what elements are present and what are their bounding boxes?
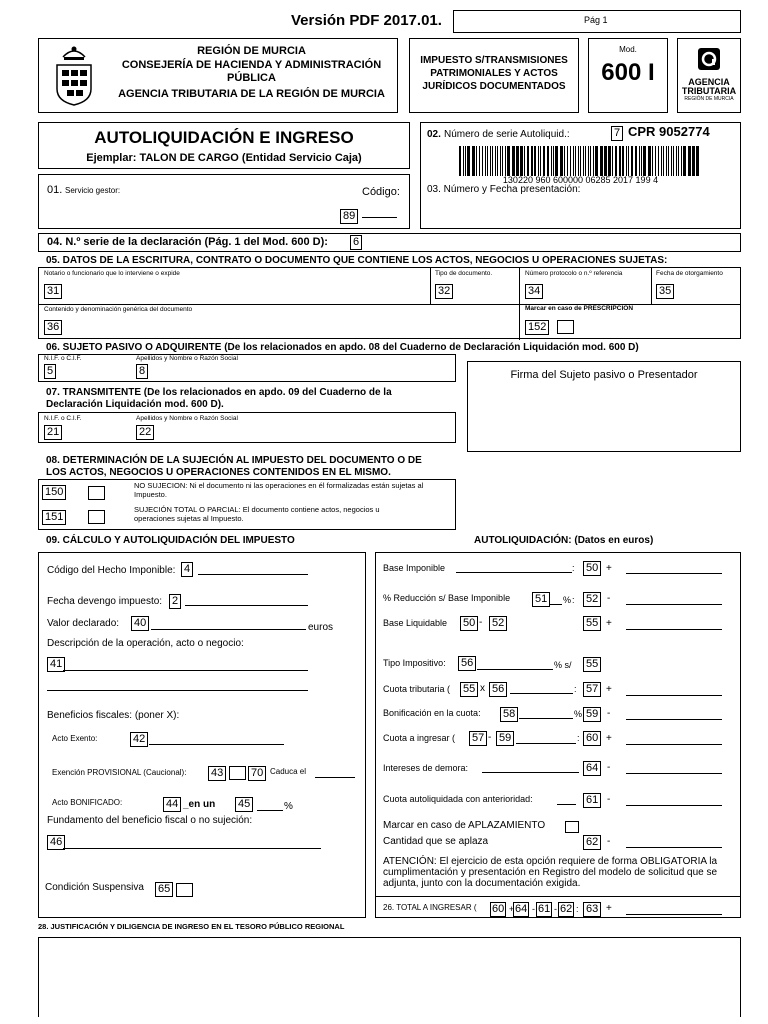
serial-label-num: 02.: [427, 129, 441, 140]
s05-tipo-label: Tipo de documento.: [435, 270, 493, 277]
s05-fecha-label: Fecha de otorgamiento: [656, 270, 723, 277]
bonificacion-cuota-label: Bonificación en la cuota:: [383, 708, 481, 718]
field-55-a[interactable]: 55: [583, 616, 601, 631]
field-55-b[interactable]: 55: [583, 657, 601, 672]
field-22[interactable]: 22: [136, 425, 154, 440]
region-coat-of-arms-icon: [49, 43, 99, 109]
s05-prescripcion-label: Marcar en caso de PRESCRIPCIÓN: [525, 305, 634, 312]
s06-title: 06. SUJETO PASIVO O ADQUIRENTE (De los relacionados en apdo. 08 del Cuaderno de Declaración Liquidación mod. 600 D): [46, 342, 639, 353]
model-label: Mod.: [619, 45, 637, 54]
condicion-label: Condición Suspensiva: [45, 882, 144, 893]
field-57[interactable]: 57: [583, 682, 601, 697]
field-152[interactable]: 152: [525, 320, 549, 335]
field-62[interactable]: 62: [583, 835, 601, 850]
tipo-impositivo-label: Tipo Impositivo:: [383, 658, 446, 668]
bonificado-label: Acto BONIFICADO:: [52, 798, 123, 807]
field-43[interactable]: 43: [208, 766, 226, 781]
field-52[interactable]: 52: [583, 592, 601, 607]
field-60-t[interactable]: 60: [492, 903, 505, 915]
gestor-code-line: [362, 217, 397, 218]
agency-line-1: AGENCIA: [688, 77, 730, 87]
fundamento-label: Fundamento del beneficio fiscal o no sujeción:: [47, 815, 253, 826]
s08-title-1: 08. DETERMINACIÓN DE LA SUJECIÓN AL IMPUESTO DEL DOCUMENTO O DE: [46, 455, 422, 466]
tax-line-1: IMPUESTO S/TRANSMISIONES: [420, 55, 568, 66]
tax-line-3: JURÍDICOS DOCUMENTADOS: [422, 81, 566, 92]
serial-box: [420, 122, 741, 229]
s07-title-2: Declaración Liquidación mod. 600 D).: [46, 399, 224, 410]
s06-nif-label: N.I.F. o C.I.F.: [44, 355, 82, 362]
version-label: Versión PDF 2017.01.: [291, 12, 442, 29]
en-un-label: _en un: [183, 799, 216, 810]
field-57-b[interactable]: 57: [469, 731, 487, 746]
section-09-right: Base Imponible : 50 + % Reducción s/ Base Imponible 51 % : 52 - Base Liquidable 50 - 52 55 + Tipo Impositivo: 56 % s/ 55 Cuota tributaria ( 55 x 56 : 57 + Bonificación en la cuota: 58 % 59 - Cuota a ingresar ( 57 - 59 : 60 + Intereses de demora: 64 - Cuota autoliquidada con anterioridad: 61 - Marcar en caso de APLAZAMIENTO Cantidad que se aplaza 62 - ATENCIÓN: El ejercicio de esta opción requiere de forma OBLIGATORIA la cumplimentación y presentación en Registro del modelo de solicitud que se adjunta, junto con la documentación exigida. 26. TOTAL A INGRESAR ( 60 + 64 - 61 - 62 : 63 +: [375, 552, 741, 918]
s07-title-1: 07. TRANSMITENTE (De los relacionados en apdo. 09 del Cuaderno de la: [46, 387, 392, 398]
model-box: [588, 38, 668, 113]
field-31[interactable]: 31: [44, 284, 62, 299]
page-title: AUTOLIQUIDACIÓN E INGRESO: [94, 128, 354, 147]
aplazamiento-checkbox[interactable]: [565, 821, 579, 833]
total-label: 26. TOTAL A INGRESAR (: [383, 903, 477, 912]
s07-nif-label: N.I.F. o C.I.F.: [44, 415, 82, 422]
firma-label: Firma del Sujeto pasivo o Presentador: [510, 369, 698, 381]
field-59[interactable]: 59: [583, 707, 601, 722]
field-45[interactable]: 45: [235, 797, 253, 812]
field-35[interactable]: 35: [656, 284, 674, 299]
aplazamiento-label: Marcar en caso de APLAZAMIENTO: [383, 820, 546, 831]
field-34[interactable]: 34: [525, 284, 543, 299]
field-65[interactable]: 65: [155, 882, 173, 897]
beneficios-label: Beneficios fiscales: (poner X):: [47, 710, 180, 721]
agency-logo-icon: [698, 48, 720, 70]
field-150[interactable]: 150: [42, 485, 66, 500]
base-liquidable-label: Base Liquidable: [383, 618, 448, 628]
cuota-ingresar-label: Cuota a ingresar (: [383, 733, 456, 743]
field-4[interactable]: 4: [181, 562, 193, 577]
field-2[interactable]: 2: [169, 594, 181, 609]
reduccion-label: % Reducción s/ Base Imponible: [383, 593, 511, 603]
field-40[interactable]: 40: [131, 616, 149, 631]
barcode-number: 130220 960 600000 06285 2017 199 4: [502, 175, 659, 185]
field-89[interactable]: 89: [340, 209, 358, 224]
section-06: [38, 354, 456, 382]
field-56[interactable]: 56: [458, 656, 476, 671]
field-55-c[interactable]: 55: [460, 682, 478, 697]
sujecion-text: SUJECIÓN TOTAL O PARCIAL: El documento contiene actos, negocios u operaciones sujetas al Impuesto.: [134, 505, 380, 523]
exento-label: Acto Exento:: [52, 734, 98, 743]
tax-name-box: [409, 38, 579, 113]
s08-title-2: LOS ACTOS, NEGOCIOS U OPERACIONES CONTENIDOS EN EL MISMO.: [46, 467, 391, 478]
field-56-b[interactable]: 56: [489, 682, 507, 697]
tax-line-2: PATRIMONIALES Y ACTOS: [430, 68, 558, 79]
provisional-checkbox[interactable]: [229, 766, 246, 780]
no-sujecion-text: NO SUJECION: Ni el documento ni las operaciones en él formalizadas están sujetas al Impuesto.: [134, 481, 424, 499]
field-44[interactable]: 44: [163, 797, 181, 812]
s05-title: 05. DATOS DE LA ESCRITURA, CONTRATO O DOCUMENTO QUE CONTIENE LOS ACTOS, NEGOCIOS U OPERACIONES SUJETAS:: [46, 255, 668, 266]
euros-label: euros: [308, 622, 334, 633]
base-imponible-label: Base Imponible: [383, 563, 446, 573]
copy-type: Ejemplar: TALON DE CARGO (Entidad Servicio Caja): [86, 152, 362, 164]
page-number-box: [453, 10, 741, 33]
field-42[interactable]: 42: [130, 732, 148, 747]
region-header-box: [38, 38, 398, 113]
valor-declarado-label: Valor declarado:: [47, 618, 120, 629]
region-line-2: CONSEJERÍA DE HACIENDA Y ADMINISTRACIÓN: [121, 59, 382, 71]
field-21[interactable]: 21: [44, 425, 62, 440]
atencion-text: ATENCIÓN: El ejercicio de esta opción requiere de forma OBLIGATORIA la cumplimentación y presentación en Registro del modelo de solicitud que se adjunta, junto con la documentación exigida.: [383, 856, 718, 889]
descripcion-label: Descripción de la operación, acto o negocio:: [47, 638, 244, 649]
prescripcion-checkbox[interactable]: [557, 320, 574, 334]
field-151[interactable]: 151: [42, 510, 66, 525]
no-sujecion-checkbox[interactable]: [88, 486, 105, 500]
section-07: [38, 412, 456, 443]
agency-logo-box: [677, 38, 741, 113]
page-number: Pág 1: [584, 15, 608, 25]
field-70[interactable]: 70: [248, 766, 266, 781]
section-04: [38, 233, 741, 252]
intereses-label: Intereses de demora:: [383, 763, 469, 773]
gestor-box: [38, 174, 410, 229]
field-6[interactable]: 6: [350, 235, 362, 250]
field-46[interactable]: 46: [47, 835, 65, 850]
gestor-num: 01.: [47, 184, 63, 196]
provisional-label: Exención PROVISIONAL (Caucional):: [52, 768, 187, 777]
field-50-a[interactable]: 50: [583, 561, 601, 576]
s06-nombre-label: Apellidos y Nombre o Razón Social: [136, 355, 238, 362]
sujecion-checkbox[interactable]: [88, 510, 105, 524]
section-08: [38, 479, 456, 530]
field-41[interactable]: 41: [47, 657, 65, 672]
field-8[interactable]: 8: [136, 364, 148, 379]
barcode-icon: [459, 146, 699, 176]
s05-protocolo-label: Número protocolo o n.º referencia: [525, 270, 623, 277]
field-61-t[interactable]: 61: [538, 903, 551, 915]
region-line-3: PÚBLICA: [227, 72, 276, 84]
gestor-codigo-label: Código:: [362, 186, 400, 198]
field-50-b[interactable]: 50: [460, 616, 478, 631]
s05-notario-label: Notario o funcionario que lo interviene o expide: [44, 270, 180, 277]
title-box: [38, 122, 410, 169]
field-52-b[interactable]: 52: [489, 616, 507, 631]
s28-title: 28. JUSTIFICACIÓN Y DILIGENCIA DE INGRESO EN EL TESORO PÚBLICO REGIONAL: [38, 922, 345, 931]
codigo-hecho-label: Código del Hecho Imponible:: [47, 565, 176, 576]
field-5[interactable]: 5: [44, 364, 56, 379]
fecha-devengo-label: Fecha devengo impuesto:: [47, 596, 163, 607]
field-59-b[interactable]: 59: [496, 731, 514, 746]
condicion-checkbox[interactable]: [176, 883, 193, 897]
cuota-anterior-label: Cuota autoliquidada con anterioridad:: [383, 794, 533, 804]
s05-contenido-label: Contenido y denominación genérica del documento: [44, 306, 193, 313]
s04-label: 04. N.º serie de la declaración (Pág. 1 del Mod. 600 D):: [47, 236, 328, 248]
field-64[interactable]: 64: [583, 761, 601, 776]
bonificado-pct: %: [284, 801, 293, 812]
caduca-label: Caduca el: [270, 767, 307, 776]
field-32[interactable]: 32: [435, 284, 453, 299]
region-line-4: AGENCIA TRIBUTARIA DE LA REGIÓN DE MURCIA: [118, 88, 385, 100]
barcode: [459, 146, 699, 176]
autoliq-title: AUTOLIQUIDACIÓN: (Datos en euros): [474, 535, 654, 546]
region-line-1: REGIÓN DE MURCIA: [197, 45, 306, 57]
field-58[interactable]: 58: [500, 707, 518, 722]
cantidad-aplaza-label: Cantidad que se aplaza: [383, 836, 489, 847]
field-7[interactable]: 7: [611, 126, 623, 141]
field-63[interactable]: 63: [583, 902, 601, 917]
presentacion-label: 03. Número y Fecha presentación:: [427, 184, 581, 195]
serial-code: CPR 9052774: [628, 124, 710, 139]
field-36[interactable]: 36: [44, 320, 62, 335]
s07-nombre-label: Apellidos y Nombre o Razón Social: [136, 415, 238, 422]
model-number: 600 I: [601, 59, 655, 86]
section-05: [38, 267, 741, 339]
field-60[interactable]: 60: [583, 731, 601, 746]
field-51[interactable]: 51: [532, 592, 550, 607]
field-62-t[interactable]: 62: [560, 903, 573, 915]
agency-line-3: REGIÓN DE MURCIA: [684, 96, 734, 102]
section-09-left: [38, 552, 366, 918]
s09-title: 09. CÁLCULO Y AUTOLIQUIDACIÓN DEL IMPUESTO: [46, 535, 295, 546]
agency-line-2: TRIBUTARIA: [681, 86, 737, 96]
firma-box[interactable]: [467, 361, 741, 452]
section-28[interactable]: [38, 937, 741, 1017]
cuota-tributaria-label: Cuota tributaria (: [383, 684, 451, 694]
field-64-t[interactable]: 64: [515, 903, 528, 915]
field-61[interactable]: 61: [583, 793, 601, 808]
serial-label: Número de serie Autoliquid.:: [444, 129, 570, 140]
gestor-label: Servicio gestor:: [65, 186, 121, 195]
